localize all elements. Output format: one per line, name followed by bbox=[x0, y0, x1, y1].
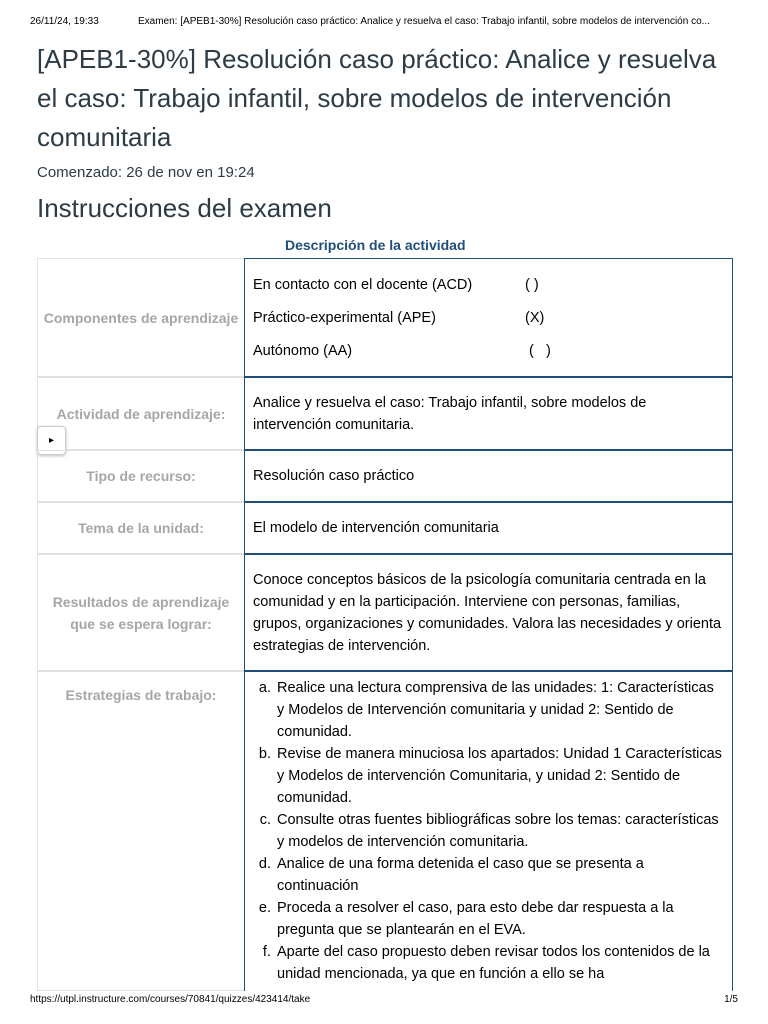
component-mark: ( ) bbox=[525, 342, 551, 359]
activity-value-text: Analice y resuelva el caso: Trabajo infantil, sobre modelos de intervención comunitaria. bbox=[253, 394, 647, 433]
list-item: d. Analice de una forma detenida el caso que se presenta a continuación bbox=[275, 853, 724, 897]
component-name: Autónomo (AA) bbox=[253, 342, 353, 359]
component-row-ape bbox=[253, 301, 724, 334]
print-footer bbox=[30, 994, 740, 1005]
print-header bbox=[30, 16, 740, 27]
list-item: b. Revise de manera minuciosa los apartados: Unidad 1 Características y Modelos de intervención Comunitaria, y unidad 2: Sentido de comunidad. bbox=[275, 743, 724, 809]
resource-label bbox=[37, 450, 244, 502]
components-label bbox=[37, 258, 244, 377]
topic-value bbox=[244, 502, 733, 554]
activity-label-text: Actividad de aprendizaje: bbox=[56, 405, 226, 422]
topic-label-text: Tema de la unidad: bbox=[78, 520, 204, 536]
component-mark: ( ) bbox=[525, 276, 539, 293]
activity-label bbox=[37, 377, 244, 450]
quiz-started-time: Comenzado: 26 de nov en 19:24 bbox=[37, 164, 255, 181]
activity-value bbox=[244, 377, 733, 450]
resource-value-text: Resolución caso práctico bbox=[253, 468, 415, 484]
outcomes-value bbox=[244, 554, 733, 671]
topic-label bbox=[37, 502, 244, 554]
component-row-aa bbox=[253, 334, 724, 367]
component-row-acd bbox=[253, 268, 724, 301]
outcomes-value-text: Conoce conceptos básicos de la psicología comunitaria centrada en la comunidad y en la participación. Interviene con personas, familias, grupos, organizaciones y comunidades. Valora las necesidades y orienta estrategias de intervención. bbox=[253, 571, 722, 654]
topic-value-text: El modelo de intervención comunitaria bbox=[253, 520, 499, 536]
component-mark: (X) bbox=[525, 309, 545, 326]
list-item: a. Realice una lectura comprensiva de las unidades: 1: Características y Modelos de Intervención comunitaria y unidad 2: Sentido de comunidad. bbox=[275, 677, 724, 743]
play-icon: ▸ bbox=[48, 435, 55, 446]
strategies-label bbox=[37, 671, 244, 991]
list-item: c. Consulte otras fuentes bibliográficas sobre los temas: características y modelos de intervención comunitaria. bbox=[275, 809, 724, 853]
activity-table-caption: Descripción de la actividad bbox=[285, 237, 466, 253]
strategies-value bbox=[244, 671, 733, 991]
instructions-heading: Instrucciones del examen bbox=[37, 193, 332, 223]
component-name: En contacto con el docente (ACD) bbox=[253, 276, 473, 293]
list-item: e. Proceda a resolver el caso, para esto debe dar respuesta a la pregunta que se plantearán en el EVA. bbox=[275, 897, 724, 941]
print-doc-title: Examen: [APEB1-30%] Resolución caso práctico: Analice y resuelva el caso: Trabajo infantil, sobre modelos de intervención co... bbox=[138, 16, 710, 27]
components-value bbox=[244, 258, 733, 377]
list-item: f. Aparte del caso propuesto deben revisar todos los contenidos de la unidad mencionada, ya que en función a ello se ha bbox=[275, 941, 724, 985]
print-url: https://utpl.instructure.com/courses/70841/quizzes/423414/take bbox=[30, 994, 311, 1005]
print-datetime: 26/11/24, 19:33 bbox=[30, 16, 99, 27]
resource-label-text: Tipo de recurso: bbox=[86, 468, 196, 484]
outcomes-label bbox=[37, 554, 244, 671]
outcomes-label-text: Resultados de aprendizaje que se espera lograr: bbox=[52, 593, 230, 632]
resource-value bbox=[244, 450, 733, 502]
components-label-text: Componentes de aprendizaje bbox=[43, 309, 239, 326]
quiz-title: [APEB1-30%] Resolución caso práctico: Analice y resuelva el caso: Trabajo infantil, sobre modelos de intervención comunitaria bbox=[37, 44, 717, 152]
strategies-label-text: Estrategias de trabajo: bbox=[65, 687, 217, 703]
print-page-number: 1/5 bbox=[724, 994, 738, 1005]
component-name: Práctico-experimental (APE) bbox=[253, 309, 436, 326]
strategies-list bbox=[253, 677, 724, 985]
